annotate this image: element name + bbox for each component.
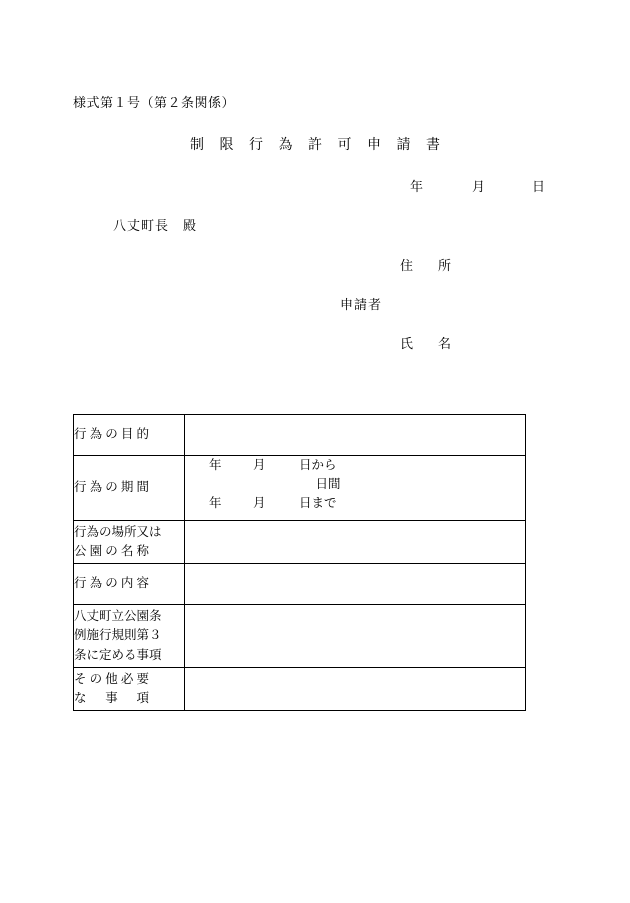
table-row	[74, 668, 526, 711]
row-label-purpose-text: 行 為 の 目 的	[74, 427, 150, 442]
period-from-line	[185, 456, 525, 475]
row-label-content	[74, 564, 185, 605]
table-row	[74, 521, 526, 564]
applicant-label: 申請者	[340, 297, 383, 312]
table-row	[74, 456, 526, 521]
row-value-rule[interactable]	[185, 605, 526, 668]
application-table	[73, 414, 526, 711]
row-value-place[interactable]	[185, 521, 526, 564]
addressee: 八丈町長 殿	[113, 218, 198, 233]
form-number: 様式第１号（第２条関係）	[73, 95, 236, 110]
row-label-other	[74, 668, 185, 711]
period-to-year: 年	[209, 495, 222, 510]
row-label-period-text: 行 為 の 期 間	[74, 480, 150, 495]
page-title: 制 限 行 為 許 可 申 請 書	[190, 138, 446, 153]
period-from-year: 年	[209, 458, 222, 472]
date-day-label: 日	[532, 179, 546, 194]
table-row	[74, 605, 526, 668]
row-label-content-text: 行 為 の 内 容	[74, 576, 150, 591]
applicant-address-label: 住 所	[400, 258, 458, 273]
row-label-place-line1: 行為の場所又は	[74, 524, 162, 539]
period-to-line	[185, 494, 525, 513]
row-value-content[interactable]	[185, 564, 526, 605]
applicant-block	[340, 255, 580, 365]
date-year-label: 年	[410, 179, 424, 194]
row-label-other-line1: そ の 他 必 要	[74, 671, 150, 686]
row-label-place	[74, 521, 185, 564]
row-label-rule	[74, 605, 185, 668]
row-value-other[interactable]	[185, 668, 526, 711]
date-line	[410, 176, 570, 195]
period-from-month: 月	[253, 458, 266, 472]
row-label-other-line2: な 事 項	[74, 691, 150, 705]
row-value-period[interactable]	[185, 456, 526, 521]
period-to-month: 月	[253, 495, 266, 510]
row-label-purpose	[74, 415, 185, 456]
period-to-day: 日まで	[299, 495, 337, 510]
row-label-rule-line1: 八丈町立公園条	[74, 608, 162, 623]
table-row	[74, 415, 526, 456]
row-label-rule-line2: 例施行規則第３	[74, 628, 162, 643]
applicant-name-label: 氏 名	[400, 336, 458, 351]
period-box	[185, 456, 525, 520]
period-days: 日間	[315, 476, 341, 491]
row-label-place-line2: 公 園 の 名 称	[74, 544, 150, 558]
date-month-label: 月	[472, 179, 486, 194]
row-label-period	[74, 456, 185, 521]
table-row	[74, 564, 526, 605]
period-from-day: 日から	[299, 458, 337, 472]
row-label-rule-line3: 条に定める事項	[74, 647, 162, 662]
row-value-purpose[interactable]	[185, 415, 526, 456]
